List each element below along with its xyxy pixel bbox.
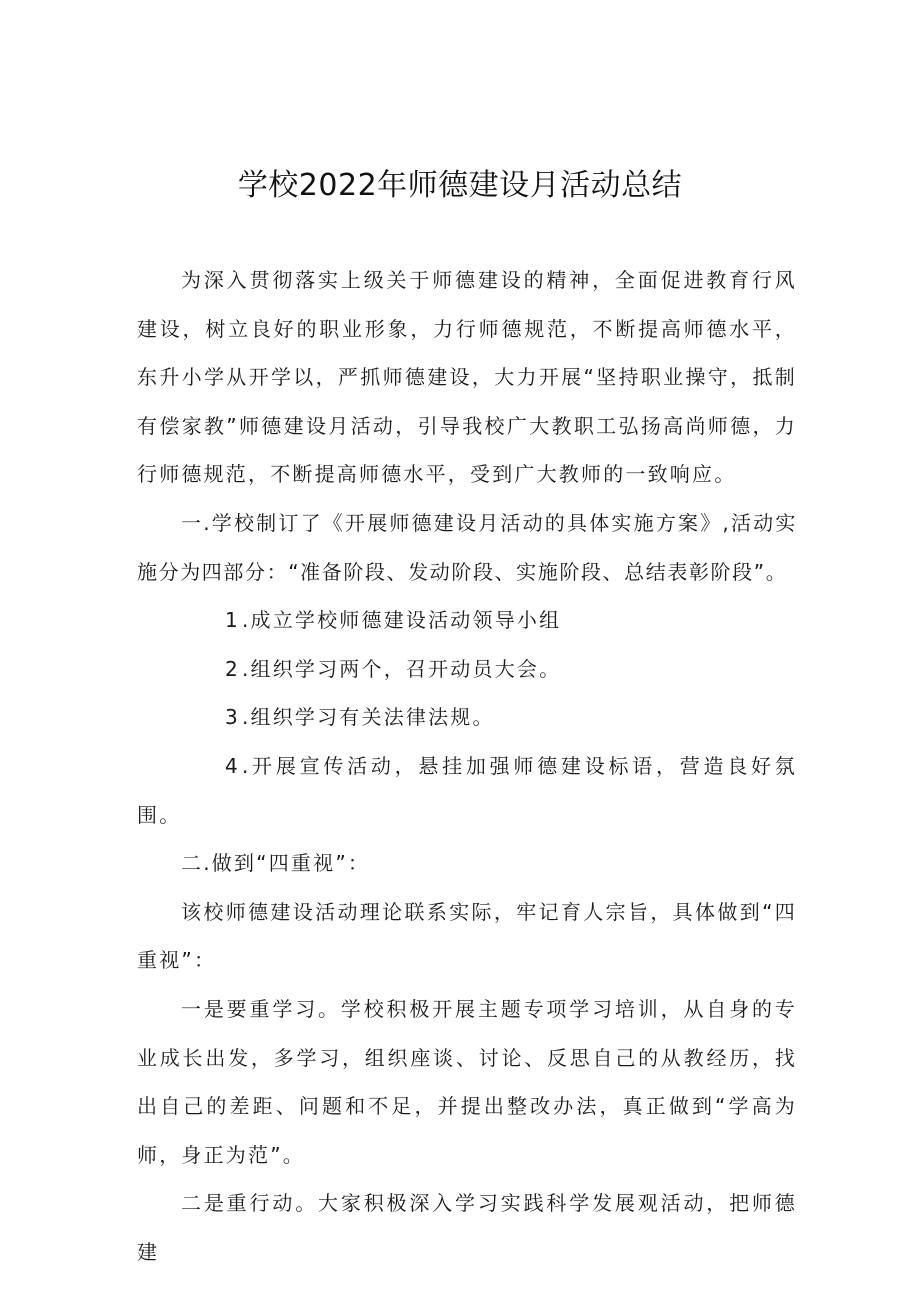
section1-paragraph: 一.学校制订了《开展师德建设月活动的具体实施方案》,活动实施分为四部分：“准备阶段、发动阶段、实施阶段、总结表彰阶段”。 — [137, 510, 797, 584]
document-title: 学校2022年师德建设月活动总结 — [237, 168, 683, 203]
step-item-1 — [137, 596, 797, 645]
step-number: 4 — [225, 753, 240, 778]
step-number: 1 — [225, 608, 240, 633]
emphasis-study-paragraph: 一是要重学习。学校积极开展主题专项学习培训，从自身的专业成长出发，多学习，组织座谈、讨论、反思自己的从教经历，找出自己的差距、问题和不足，并提出整改办法，真正做到“学高为师，身正为范”。 — [137, 996, 797, 1167]
step-number: 2 — [225, 656, 240, 681]
step-text: .组织学习两个，召开动员大会。 — [241, 656, 562, 681]
document-body — [137, 256, 797, 1276]
step-text: .成立学校师德建设活动领导小组 — [241, 608, 562, 633]
step-text: .开展宣传活动，悬挂加强师德建设标语，营造良好氛围。 — [137, 753, 797, 827]
section2-intro: 该校师德建设活动理论联系实际，牢记育人宗旨，具体做到“四重视”： — [137, 899, 797, 973]
step-item-2 — [137, 645, 797, 694]
section2-heading: 二.做到“四重视”： — [181, 851, 371, 876]
step-item-4 — [137, 742, 797, 839]
intro-paragraph: 为深入贯彻落实上级关于师德建设的精神，全面促进教育行风建设，树立良好的职业形象，力行师德规范，不断提高师德水平，东升小学从开学以，严抓师德建设，大力开展“坚持职业操守，抵制有偿家教”师德建设月活动，引导我校广大教职工弘扬高尚师德，力行师德规范，不断提高师德水平，受到广大教师的一致响应。 — [137, 268, 797, 487]
step-text: .组织学习有关法律法规。 — [241, 705, 495, 730]
step-number: 3 — [225, 705, 240, 730]
emphasis-action-paragraph: 二是重行动。大家积极深入学习实践科学发展观活动，把师德建 — [137, 1191, 797, 1264]
step-item-3 — [137, 693, 797, 742]
